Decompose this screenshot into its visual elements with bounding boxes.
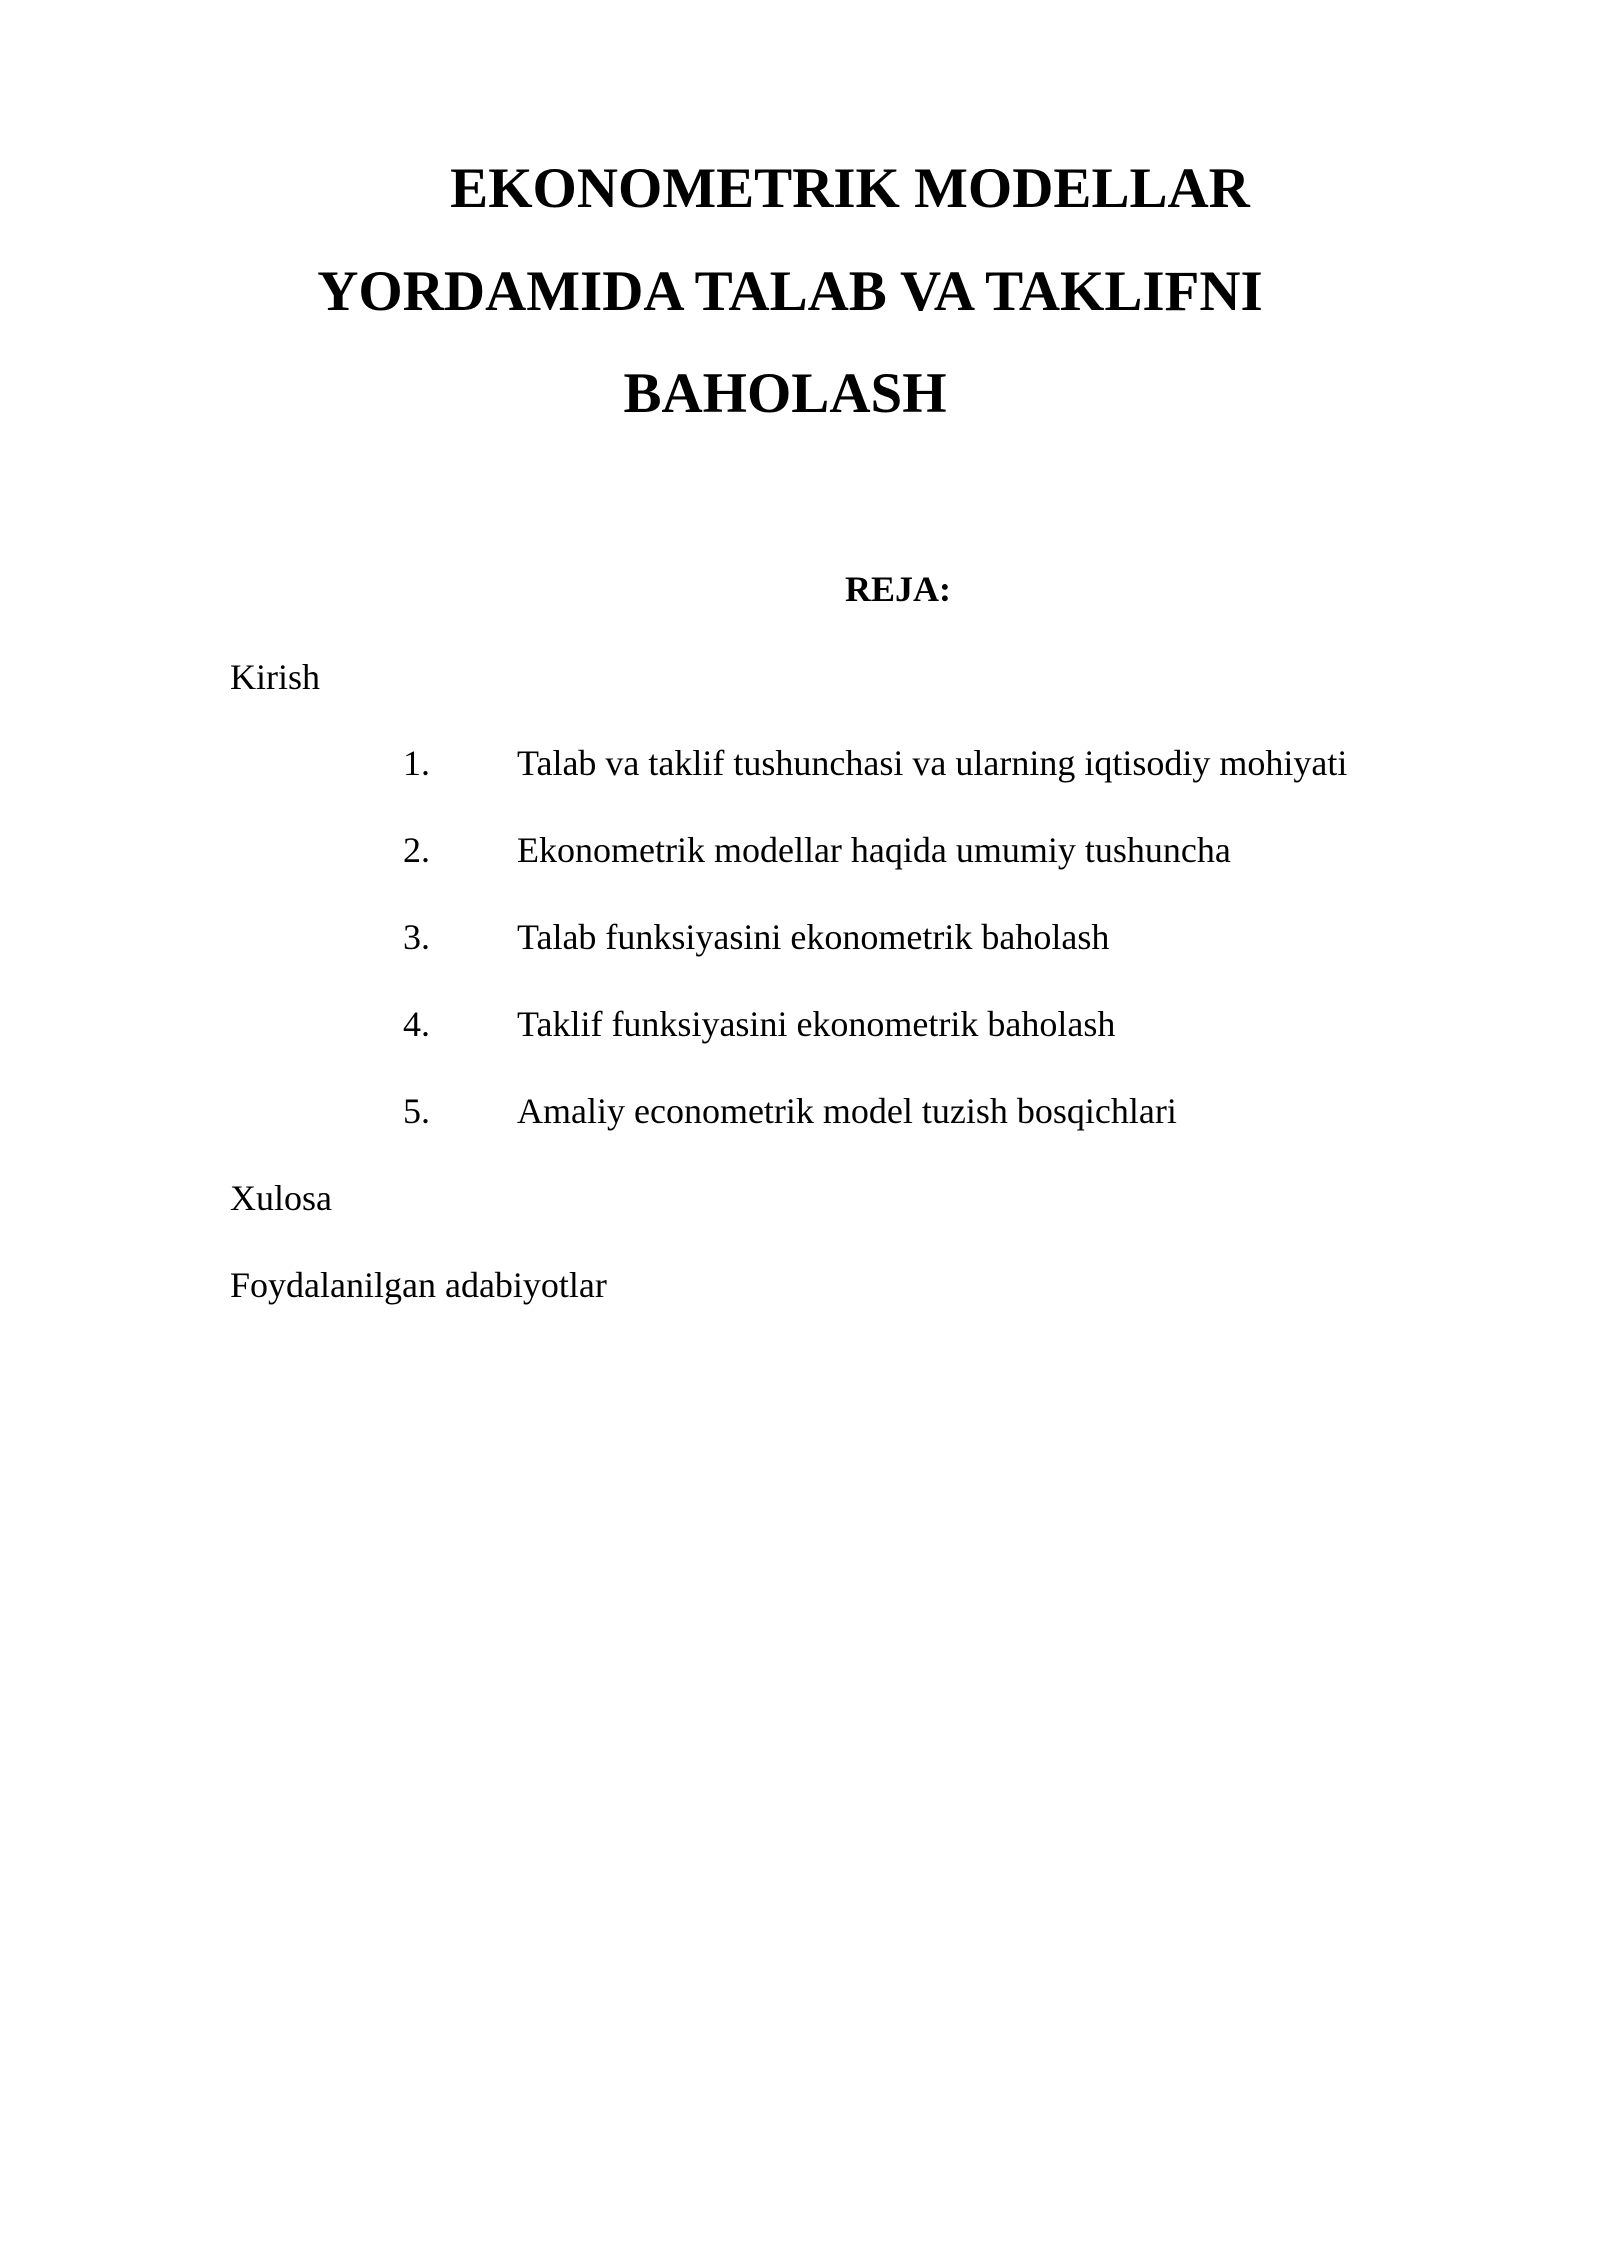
plan-item-number: 4. <box>403 1004 430 1044</box>
document-title-line-1: EKONOMETRIK MODELLAR <box>450 157 1250 220</box>
plan-item-number: 5. <box>403 1091 430 1131</box>
conclusion-entry: Xulosa <box>230 1178 332 1218</box>
intro-entry: Kirish <box>230 657 320 697</box>
plan-item-number: 1. <box>403 743 430 783</box>
plan-item-number: 2. <box>403 830 430 870</box>
plan-item-text: Ekonometrik modellar haqida umumiy tushuncha <box>517 830 1231 870</box>
plan-item-text: Amaliy econometrik model tuzish bosqichlari <box>517 1091 1177 1131</box>
document-title-line-2: YORDAMIDA TALAB VA TAKLIFNI <box>317 260 1263 323</box>
document-title-line-3: BAHOLASH <box>623 362 947 425</box>
plan-item-text: Taklif funksiyasini ekonometrik baholash <box>517 1004 1116 1044</box>
plan-item-number: 3. <box>403 917 430 957</box>
plan-item-text: Talab funksiyasini ekonometrik baholash <box>517 917 1110 957</box>
plan-heading: REJA: <box>845 569 951 609</box>
plan-item-text: Talab va taklif tushunchasi va ularning iqtisodiy mohiyati <box>517 743 1348 783</box>
references-entry: Foydalanilgan adabiyotlar <box>230 1265 607 1305</box>
